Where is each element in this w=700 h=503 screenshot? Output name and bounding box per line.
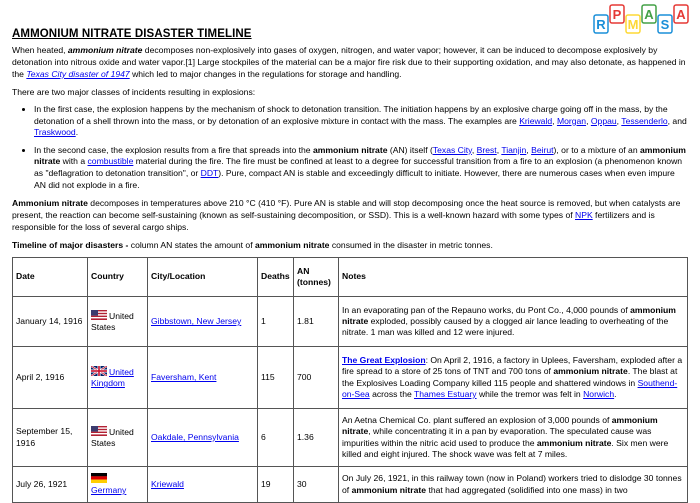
table-row [13, 409, 688, 467]
country-cell [88, 467, 148, 503]
deaths-cell: 1 [258, 297, 294, 347]
tessenderlo-link[interactable]: Tessenderlo [621, 115, 668, 126]
intro-paragraph: When heated, ammonium nitrate decomposes non-explosively into gases of oxygen, nitrogen, and water vapor; however, it can be induced to decompose explosively by detonation into nitrous oxide and water vapor.[1] Large stockpiles of the material can be a major fire risk due to their supporting oxidation, and may also detonate, as happened in the Texas City disaster of 1947 which led to major changes in the regulations for storage and handling. [12, 45, 686, 79]
germany-link[interactable]: Germany [91, 485, 127, 496]
list-item: • In the second case, the explosion results from a fire that spreads into the ammonium nitrate (AN) itself (Texas City, Brest, Tianjin, Beirut), or to a mixture of an ammonium nitrate with a combustible material during the fire. The fire must be confined at least to a degree for successful transition from a fire to an explosion (a phenomenon known as "deflagration to detonation transition", or DDT). Pure, compact AN is stable and exceedingly difficult to initiate. However, there are numerous cases when even impure AN did not explode in a fire. [34, 145, 688, 191]
germany-flag-icon [91, 473, 107, 483]
ddt-link[interactable]: DDT [200, 167, 219, 178]
header-city: City/Location [148, 258, 258, 297]
date-cell: July 26, 1921 [13, 467, 88, 503]
classes-list [12, 104, 688, 191]
texas-city-link[interactable]: Texas City disaster of 1947 [26, 69, 130, 79]
deaths-cell: 6 [258, 409, 294, 467]
beirut-link[interactable]: Beirut [531, 144, 554, 155]
city-cell [148, 409, 258, 467]
kriewald-city-link[interactable]: Kriewald [151, 478, 184, 489]
date-cell: September 15, 1916 [13, 409, 88, 467]
notes-cell: In an evaporating pan of the Repauno works, du Pont Co., 4,000 pounds of ammonium nitrate exploded, possibly caused by a clogged air lance leading to overheating of the nitrate. 1 man was killed and 12 were injured. [339, 297, 688, 347]
decomposition-paragraph: Ammonium nitrate decomposes in temperatures above 210 °C (410 °F). Pure AN is stable and will stop decomposing once the heat source is removed, but when catalysts are present, the reaction can become self-sustaining (known as self-sustaining decomposition, or SSD). This is a well-known hazard with some types of NPK fertilizers and is responsible for the loss of several cargo ships. [12, 198, 681, 233]
svg-text:P: P [612, 7, 622, 22]
header-country: Country [88, 258, 148, 297]
notes-cell: An Aetna Chemical Co. plant suffered an explosion of 3,000 pounds of ammonium nitrate, while concentrating it in a pan by evaporation. The speculated cause was impurities within the nitric acid used to produce the ammonium nitrate. Six men were killed and eight injured. The shock wave was felt at 7 miles. [339, 409, 688, 467]
logo-letter-block [674, 5, 688, 23]
us-flag-icon [91, 310, 107, 320]
logo-letter-block [594, 15, 608, 33]
city-cell [148, 297, 258, 347]
combustible-link[interactable]: combustible [87, 156, 134, 167]
table-row [13, 297, 688, 347]
kriewald-link[interactable]: Kriewald [519, 115, 553, 126]
notes-cell: The Great Explosion: On April 2, 1916, a factory in Uplees, Faversham, exploded after a fire spread to a store of 25 tons of TNT and 700 tons of ammonium nitrate. The blast at the Explosives Loading Company killed 115 people and shattered windows in Southend-on-Sea across the Thames Estuary while the tremor was felt in Norwich. [339, 347, 688, 409]
city-cell [148, 347, 258, 409]
traskwood-link[interactable]: Traskwood [34, 127, 76, 138]
list-item: • In the first case, the explosion happens by the mechanism of shock to detonation transition. The initiation happens by an explosive charge going off in the mass, by the detonation of a shell thrown into the mass, or by detonation of an explosive mixture in contact with the mass. The examples are Kriewald, Morgan, Oppau, Tessenderlo, and Traskwood. [34, 104, 688, 139]
tianjin-link[interactable]: Tianjin [501, 144, 527, 155]
svg-text:S: S [660, 17, 670, 32]
us-flag-icon [91, 426, 107, 436]
an-cell: 1.36 [294, 409, 339, 467]
notes-cell: On July 26, 1921, in this railway town (now in Poland) workers tried to dislodge 30 tonnes of ammonium nitrate that had aggregated (solidified into one mass) in two [339, 467, 688, 503]
article-body [12, 44, 688, 503]
country-cell: United States [88, 297, 148, 347]
svg-text:M: M [627, 17, 639, 32]
gibbstown-link[interactable]: Gibbstown, New Jersey [151, 315, 242, 326]
table-row [13, 467, 688, 503]
an-cell: 700 [294, 347, 339, 409]
texas-city-link-2[interactable]: Texas City [432, 144, 472, 155]
norwich-link[interactable]: Norwich [583, 389, 615, 400]
deaths-cell: 115 [258, 347, 294, 409]
table-caption: Timeline of major disasters - column AN states the amount of ammonium nitrate consumed in the disaster in metric tonnes. [12, 240, 493, 251]
header-an: AN (tonnes) [294, 258, 339, 297]
brest-link[interactable]: Brest [476, 144, 497, 155]
great-explosion-link[interactable]: The Great Explosion [342, 354, 426, 365]
svg-text:R: R [596, 17, 606, 32]
united-kingdom-link[interactable]: United Kingdom [91, 366, 134, 389]
city-cell [148, 467, 258, 503]
uk-flag-icon [91, 366, 107, 376]
logo-letter-block [626, 15, 640, 33]
header-date: Date [13, 258, 88, 297]
morgan-link[interactable]: Morgan [556, 115, 587, 126]
rpmasa-logo [592, 3, 690, 43]
header-notes: Notes [339, 258, 688, 297]
classes-paragraph: There are two major classes of incidents resulting in explosions: [12, 87, 256, 97]
page-title: AMMONIUM NITRATE DISASTER TIMELINE [12, 28, 252, 40]
svg-text:A: A [676, 7, 686, 22]
an-cell: 30 [294, 467, 339, 503]
logo-letter-block [658, 15, 672, 33]
deaths-cell: 19 [258, 467, 294, 503]
disaster-table [12, 257, 688, 503]
oppau-link[interactable]: Oppau [590, 115, 617, 126]
logo-letter-block [642, 5, 656, 23]
southend-link[interactable]: Southend-on-Sea [342, 377, 678, 400]
svg-text:A: A [644, 7, 654, 22]
faversham-link[interactable]: Faversham, Kent [151, 371, 217, 382]
table-row [13, 347, 688, 409]
oakdale-link[interactable]: Oakdale, Pennsylvania [151, 431, 239, 442]
table-header-row [13, 258, 688, 297]
an-cell: 1.81 [294, 297, 339, 347]
country-cell [88, 347, 148, 409]
date-cell: April 2, 1916 [13, 347, 88, 409]
npk-link[interactable]: NPK [575, 210, 593, 221]
date-cell: January 14, 1916 [13, 297, 88, 347]
header-deaths: Deaths [258, 258, 294, 297]
thames-estuary-link[interactable]: Thames Estuary [413, 389, 477, 400]
logo-letter-block [610, 5, 624, 23]
country-cell: United States [88, 409, 148, 467]
